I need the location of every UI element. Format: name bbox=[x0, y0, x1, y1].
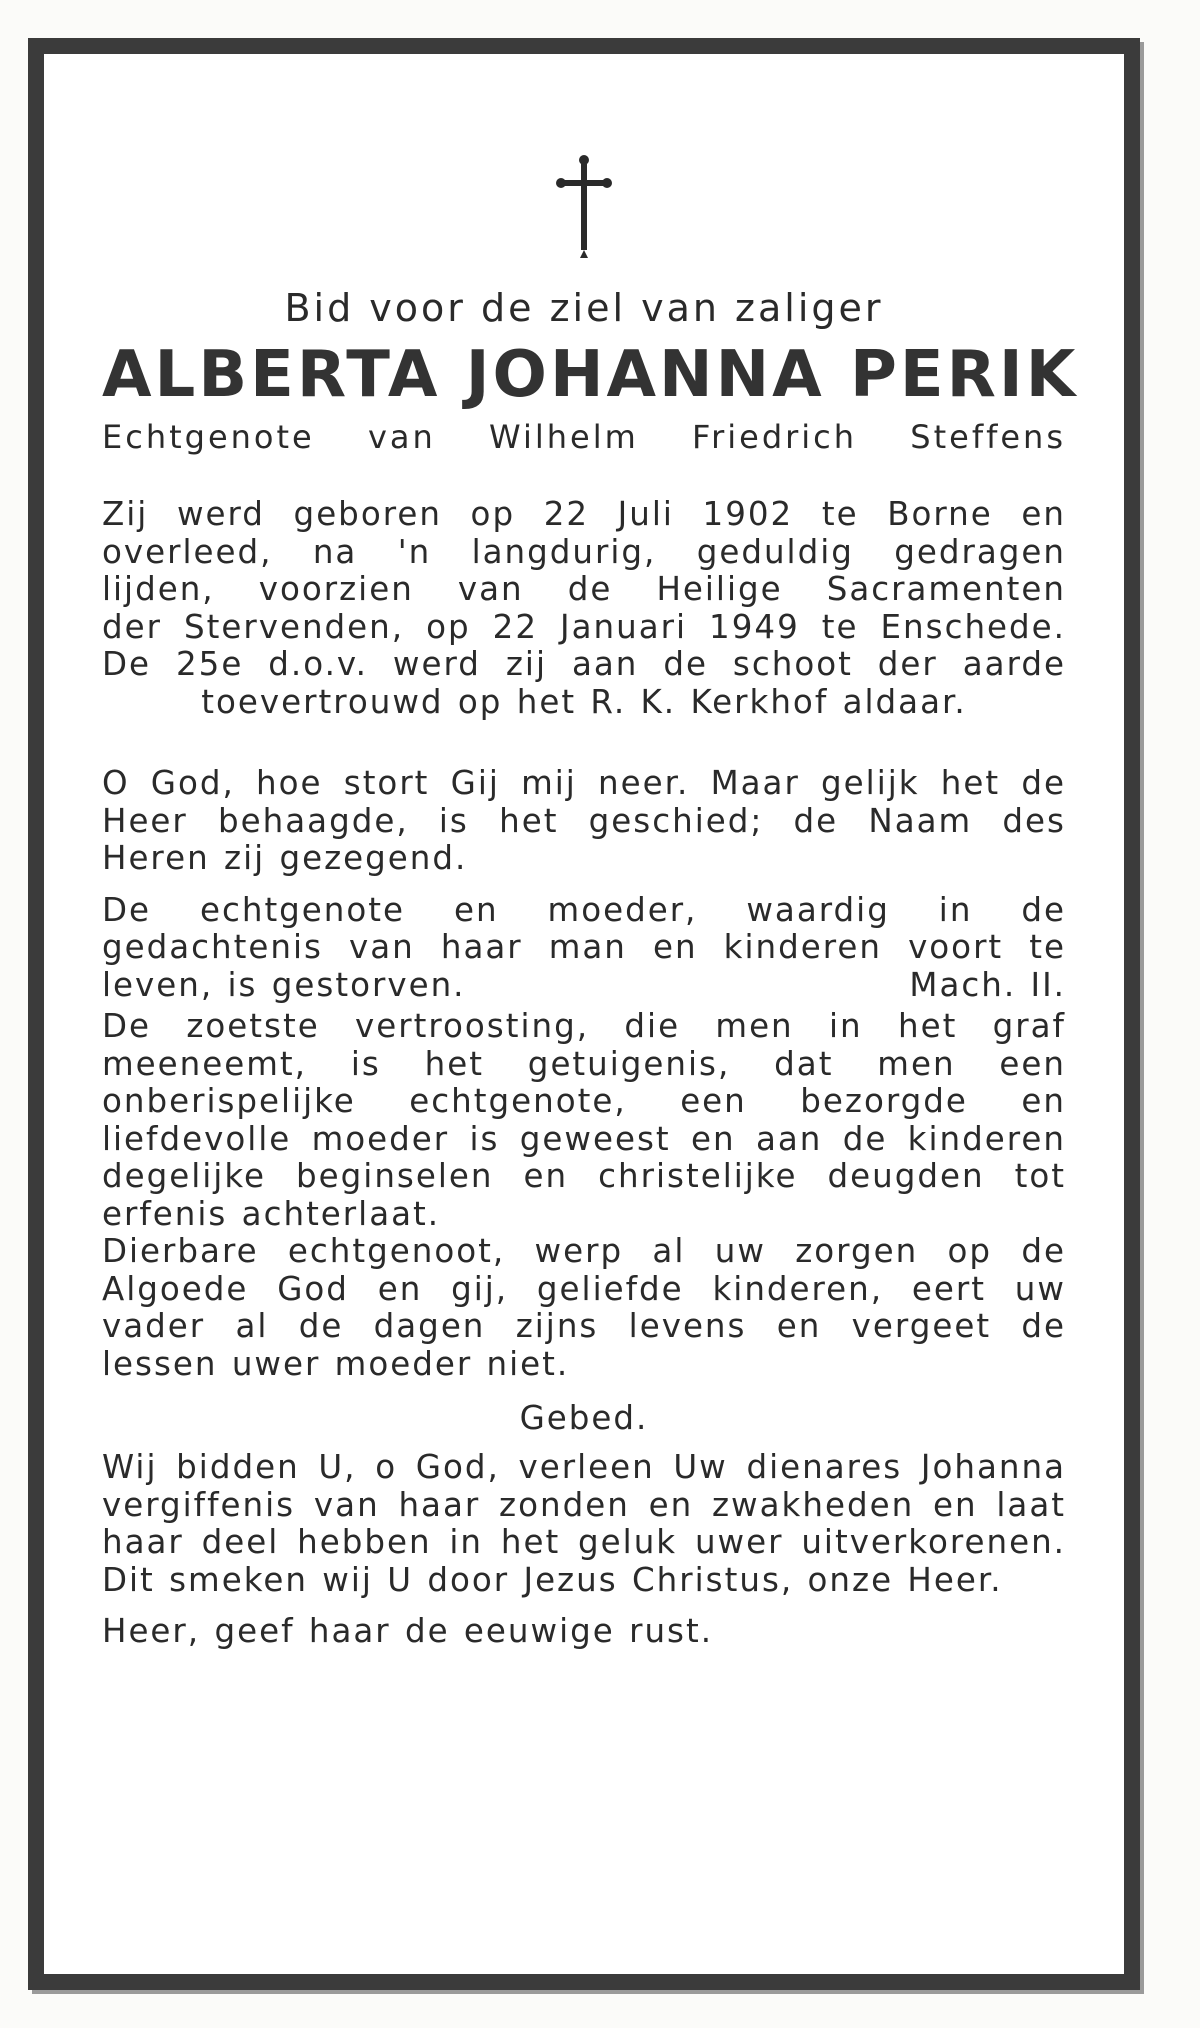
bio-line: lijden, voorzien van de Heilige Sacramenten bbox=[102, 570, 1066, 608]
deceased-name: ALBERTA JOHANNA PERIK bbox=[102, 338, 1079, 412]
card-content bbox=[102, 150, 1079, 1934]
verse-job: O God, hoe stort Gij mij neer. Maar gelijk het de Heer behaagde, is het geschied; de Naam des Heren zij gezegend. bbox=[102, 764, 1066, 877]
verse-consolation: De zoetste vertroosting, die men in het graf meeneemt, is het getuigenis, dat men een onberispelijke echtgenote, een bezorgde en liefdevolle moeder is geweest en aan de kinderen degelijke beginselen en christelijke deugden tot erfenis achterlaat. bbox=[102, 1007, 1066, 1233]
bio-line: Zij werd geboren op 22 Juli 1902 te Borne en bbox=[102, 495, 1066, 533]
verse-reference: Mach. II. bbox=[909, 965, 1066, 1004]
burial-line: De 25e d.o.v. werd zij aan de schoot der aarde bbox=[102, 645, 1066, 683]
biography bbox=[102, 496, 1066, 721]
prayer-heading: Gebed. bbox=[519, 1399, 649, 1437]
spouse-line: Echtgenote van Wilhelm Friedrich Steffens bbox=[102, 418, 1066, 456]
burial-line: toevertrouwd op het R. K. Kerkhof aldaar. bbox=[201, 682, 967, 721]
bio-line: overleed, na 'n langdurig, geduldig gedragen bbox=[102, 532, 1066, 571]
cross-icon bbox=[554, 150, 614, 260]
verse-address: Dierbare echtgenoot, werp al uw zorgen op de Algoede God en gij, geliefde kinderen, eert uw vader al de dagen zijns levens en vergeet de lessen uwer moeder niet. bbox=[102, 1232, 1066, 1383]
bio-line: der Stervenden, op 22 Januari 1949 te Enschede. bbox=[102, 607, 1066, 646]
verse-mach-last: leven, is gestorven. bbox=[102, 965, 466, 1004]
verse-mach: De echtgenote en moeder, waardig in de gedachtenis van haar man en kinderen voort te bbox=[102, 890, 1066, 966]
prayer-text: Wij bidden U, o God, verleen Uw dienares Johanna vergiffenis van haar zonden en zwakheden en laat haar deel hebben in het geluk uwer uitverkorenen. Dit smeken wij U door Jezus Christus, onze Heer. bbox=[102, 1448, 1066, 1599]
memorial-card bbox=[28, 38, 1140, 1990]
closing-line: Heer, geef haar de eeuwige rust. bbox=[102, 1612, 714, 1650]
intro-line: Bid voor de ziel van zaliger bbox=[284, 286, 884, 330]
verse-mach-end bbox=[102, 967, 1066, 1005]
